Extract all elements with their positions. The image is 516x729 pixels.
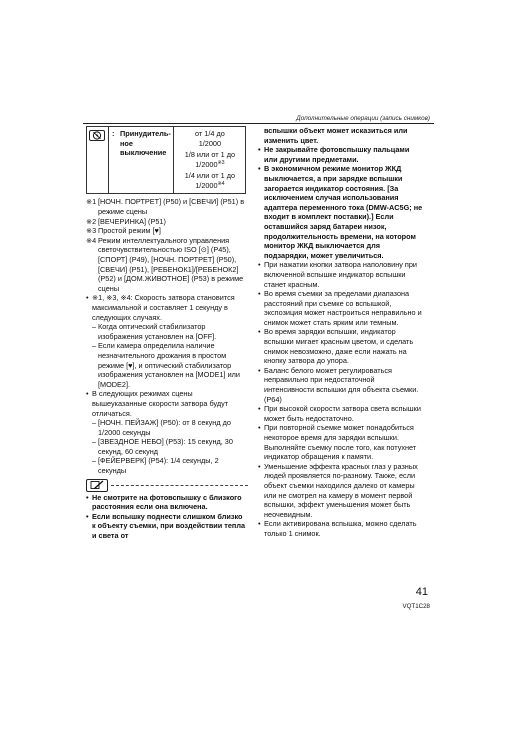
note-divider <box>86 479 248 492</box>
footnote-item: ※2 [ВЕЧЕРИНКА] (P51) <box>86 216 166 226</box>
footnote-item: ※1 [НОЧН. ПОРТРЕТ] (P50) и [СВЕЧИ] (P51) в режиме сцены <box>86 197 245 217</box>
note-item: • В экономичном режиме монитор ЖКД выключается, а при зарядке вспышки загорается индикатор состояния. [За исключением случая использования адаптера переменного тока (DMW-AC5G; не входит в комплект поставки).] Если оставшийся заряд батареи низок, продолжительность времени, на котором монитор ЖКД выключается для подзарядки, может увеличиться. <box>258 164 423 260</box>
note-item: • Если вспышку поднести слишком близко к объекту съемки, при воздействии тепла и света от <box>86 511 246 541</box>
table-mode-label: Принудитель-ное выключение <box>120 129 171 157</box>
shutter-speed-values: от 1/4 до 1/2000 1/8 или от 1 до 1/2000$^{※3}$ 1/4 или от 1 до 1/2000$^{※4}$ <box>184 129 236 191</box>
note-item: • Во время съемки за пределами диапазона расстояний при съемке со вспышкой, экспозиция может настроиться неправильно и снимок может стать ярким или темным. <box>258 289 422 327</box>
list-subitem: – [ФЕЙЕРВЕРК] (P54): 1/4 секунды, 2 секунды <box>92 456 219 476</box>
left-column <box>86 126 248 541</box>
footnote-item: ※4 Режим интеллектуального управления светочувствительностью ISO [⊙] (P45), [СПОРТ] (P49), [НОЧН. ПОРТРЕТ] (P50), [СВЕЧИ] (P51), [РЕБЕНОК1]/[РЕБЕНОК2] (P52) и [ДОМ.ЖИВОТНОЕ] (P53) в режиме сцены <box>86 235 244 293</box>
list-item: • ※1, ※3, ※4: Скорость затвора становится максимальной и составляет 1 секунду в следующих случаях. <box>86 293 235 322</box>
note-item: • Баланс белого может регулироваться неправильно при недостаточной интенсивности вспышки для объекта съемки. (P64) <box>258 365 419 404</box>
note-item: • Во время зарядки вспышки, индикатор вспышки мигает красным цветом, и сделать снимок невозможно, даже если нажать на кнопку затвора до упора. <box>258 327 414 366</box>
note-pencil-icon <box>86 479 108 492</box>
continued-text: вспышки объект может исказиться или изменить цвет. <box>264 126 408 145</box>
header-rule <box>83 123 434 124</box>
note-item: • Уменьшение эффекта красных глаз у разных людей проявляется по-разному. Также, если объект съемки находился далеко от камеры или не смотрел на камеру в момент первой вспышки, эффект уменьшения может быть неочевидным. <box>258 461 418 519</box>
note-item: • При высокой скорости затвора света вспышки может быть недостаточно. <box>258 404 421 423</box>
flash-off-icon <box>89 130 105 141</box>
list-item: • В следующих режимах сцены вышеуказанные скорости затвора будут отличаться. <box>86 389 229 418</box>
note-item: • Не смотрите на фотовспышку с близкого расстояния если она включена. <box>86 492 242 512</box>
list-subitem: – Если камера определила наличие незначительного дрожания в простом режиме [♥], и оптический стабилизатор изображения установлен на [MODE1] или [MODE2]. <box>92 341 240 389</box>
page-number: 41 <box>415 586 428 598</box>
list-subitem: – [НОЧН. ПЕЙЗАЖ] (P50): от 8 секунд до 1/2000 секунды <box>92 418 231 437</box>
note-item: • При повторной съемке может понадобиться некоторое время для зарядки вспышки. Выполняйте съемку после того, как потухнет индикатор обращения к памяти. <box>258 423 417 462</box>
note-item: • Если активирована вспышка, можно сделать только 1 снимок. <box>258 519 417 538</box>
flash-mode-table: : Принудитель-ное выключение от 1/4 до 1/2000 1/8 или от 1 до 1/2000$^{※3}$ 1/4 или от 1 до 1/2000$^{※4}$ <box>86 126 246 194</box>
note-item: • Не закрывайте фотовспышку пальцами или другими предметами. <box>258 145 410 164</box>
note-item: • При нажатии кнопки затвора наполовину при включенной вспышке индикатор вспышки станет красным. <box>258 260 417 289</box>
footnotes <box>86 197 248 293</box>
document-code: VQT1C28 <box>402 603 430 610</box>
list-subitem: – [ЗВЕЗДНОЕ НЕБО] (P53): 15 секунд, 30 секунд, 60 секунд <box>92 437 233 456</box>
list-subitem: – Когда оптический стабилизатор изображения установлен на [OFF]. <box>92 322 217 341</box>
footnote-item: ※3 Простой режим [♥] <box>86 226 161 236</box>
page-header-title: Дополнительные операции (запись снимков) <box>296 115 430 122</box>
right-column <box>258 126 424 539</box>
